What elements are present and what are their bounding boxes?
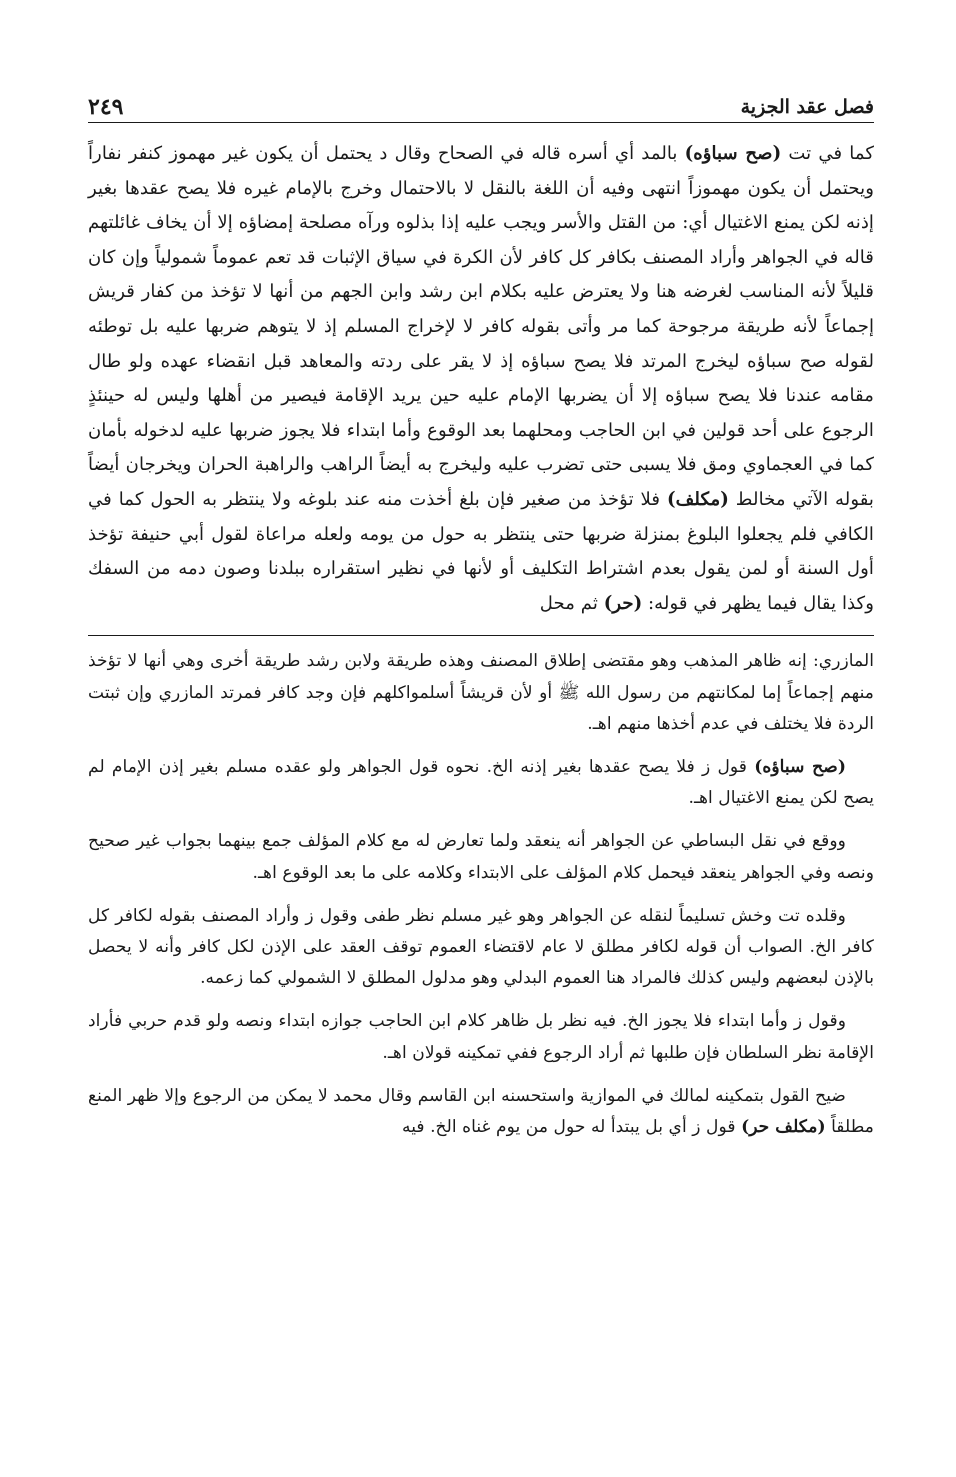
bold-term: (صح سباؤه) (684, 143, 782, 164)
footnote-paragraph (88, 646, 874, 740)
text-segment: قول ز فلا يصح عقدها بغير إذنه الخ. نحوه قول الجواهر ولو عقده مسلم بغير إذن الإمام لم يصح لكن يمنع الاغتيال اهـ. (88, 756, 874, 809)
main-text (88, 137, 874, 621)
main-paragraph (88, 137, 874, 621)
text-segment: ثم محل (539, 592, 604, 614)
running-header (88, 86, 874, 123)
bold-term: (صح سباؤه) (754, 756, 846, 777)
footnote-paragraph (88, 826, 874, 888)
text-segment: وقلده تت وخش تسليماً لنقله عن الجواهر وهو غير مسلم نظر طفى وقول ز وأراد المصنف بقوله لكافر كل كافر الخ. الصواب أن قوله لكافر مطلق لا عام لاقتضاء العموم توقف العقد على الإذن لكل كافر وأنه لا يحصل بالإذن لبعضهم وليس كذلك فالمراد هنا العموم البدلي وهو مدلول المطلق لا الشمولي كما زعمه. (88, 905, 874, 989)
footnote-paragraph (88, 901, 874, 995)
bold-term: (مكلف حر) (741, 1116, 826, 1137)
footnote-paragraph (88, 752, 874, 814)
text-segment: قول ز أي بل يبتدأ له حول من يوم غناه الخ. فيه (401, 1116, 742, 1137)
footnotes (88, 646, 874, 1143)
text-segment: ووقع في نقل البساطي عن الجواهر أنه ينعقد ولما تعارض له مع كلام المؤلف جمع بينهما بجواب غير صحيح ونصه وفي الجواهر ينعقد فيحمل كلام المؤلف على الابتداء وكلامه على ما بعد الوقوع اهـ. (88, 831, 874, 883)
footnote-paragraph (88, 1006, 874, 1068)
page-number: ٢٤٩ (88, 94, 124, 120)
bold-term: (مكلف) (667, 488, 729, 510)
text-segment: المازري: إنه ظاهر المذهب وهو مقتضى إطلاق المصنف وهذه طريقة ولابن رشد طريقة أخرى وهي أنها لا تؤخذ منهم إجماعاً إما لمكانتهم من رسول الله ﷺ أو لأن قريشاً أسلمواكلهم فإن وجد كافر فمرتد المازري وإن ثبتت الردة فلا يختلف في عدم أخذها منهم اهـ. (88, 651, 874, 734)
chapter-title: فصل عقد الجزية (740, 96, 874, 118)
footnote-divider (88, 635, 874, 636)
bold-term: (حر) (603, 592, 643, 614)
text-segment: فلا تؤخذ من صغير فإن بلغ أخذت منه عند بلوغه ولا ينتظر به الحول كما في الكافي فلم يجعلوا البلوغ بمنزلة ضربها حتى ينتظر به حول من يومه ولعله مراعاة لقول أبي حنيفة تؤخذ أول السنة أو لمن يقول بعدم اشتراط التكليف أو لأنها في نظير استقراره ببلدنا وصون دمه من السفك وكذا يقال فيما يظهر في قوله: (88, 488, 874, 614)
text-segment: كما في تت (781, 143, 874, 164)
document-page (88, 86, 874, 1155)
text-segment: ضيح القول بتمكينه لمالك في الموازية واستحسنه ابن القاسم وقال محمد لا يمكن من الرجوع وإلا ظهر المنع مطلقاً (88, 1085, 874, 1137)
text-segment: وقول ز وأما ابتداء فلا يجوز الخ. فيه نظر بل ظاهر كلام ابن الحاجب جوازه ابتداء ونصه ولو قدم حربي فأراد الإقامة نظر السلطان فإن طلبها ثم أراد الرجوع ففي تمكينه قولان اهـ. (88, 1011, 874, 1063)
footnote-paragraph (88, 1081, 874, 1143)
text-segment: بالمد أي أسره قاله في الصحاح وقال د يحتمل أن يكون غير مهموز كنفر نفاراً ويحتمل أن يكون مهموزاً انتهى وفيه أن اللغة بالنقل لا بالاحتمال وخرج بالإمام غيره فلا يصح عقدها بغير إذنه لكن يمنع الاغتيال أي: من القتل والأسر ويجب عليه إذا بذلوه ورآه مصلحة إمضاؤه إلا أن يخاف غائلتهم قاله في الجواهر وأراد المصنف بكافر كل كافر لأن الكرة في سياق الإثبات قد تعم عموماً شمولياً وإن كان قليلاً لأنه المناسب لغرضه هنا ولا يعترض عليه بكلام ابن رشد وابن الجهم من أنها لا تؤخذ من كفار قريش إجماعاً لأنه طريقة مرجوحة كما مر وأتى بقوله كافر لا لإخراج المسلم إذ لا يتوهم ضربها عليه بل توطئه لقوله صح سباؤه ليخرج المرتد فلا يصح سباؤه إذ لا يقر على ردته والمعاهد قبل انقضاء عهده ولو طال مقامه عندنا فلا يصح سباؤه إلا أن يضربها الإمام عليه حين يريد الإقامة فيصير من أهلها وليس له حينئذٍ الرجوع على أحد قولين في ابن الحاجب ومحلهما بعد الوقوع وأما ابتداء فلا يجوز ضربها عليه لدخوله بأمان كما في العجماوي ومق فلا يسبى حتى تضرب عليه وليخرج به أيضاً الراهب والراهبة الحران ويخرجان أيضاً بقوله الآتي مخالط (88, 143, 874, 510)
